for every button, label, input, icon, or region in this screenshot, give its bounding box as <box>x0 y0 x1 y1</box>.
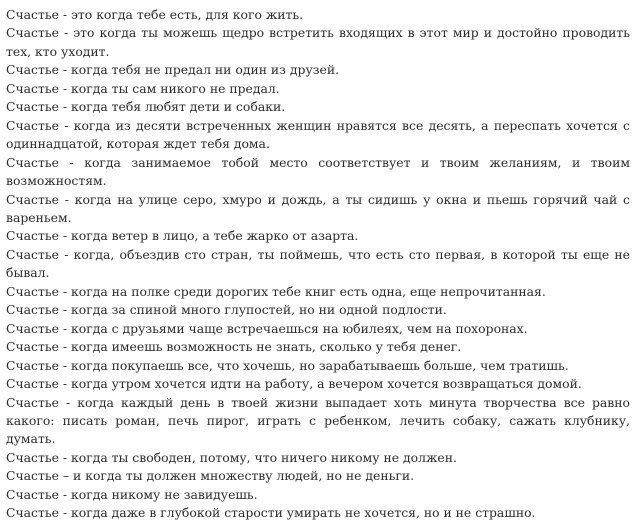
paragraph-5: Счастье - когда тебя любят дети и собаки. <box>6 99 286 115</box>
paragraph-8: Счастье - когда на улице серо, хмуро и дождь, а ты сидишь у окна и пьешь горячий чай с вареньем. <box>6 191 630 225</box>
paragraph-19: Счастье – и когда ты должен множеству людей, но не деньги. <box>6 468 415 484</box>
paragraph-4: Счастье - когда ты сам никого не предал. <box>6 80 280 96</box>
paragraph-9: Счастье - когда ветер в лицо, а тебе жарко от азарта. <box>6 228 359 244</box>
paragraph-12: Счастье - когда за спиной много глупостей, но ни одной подлости. <box>6 302 447 318</box>
document-text <box>6 6 630 523</box>
paragraph-7: Счастье - когда занимаемое тобой место соответствует и твоим желаниям, и твоим возможностям. <box>6 154 630 189</box>
paragraph-16: Счастье - когда утром хочется идти на работу, а вечером хочется возвращаться домой. <box>6 376 582 392</box>
paragraph-14: Счастье - когда имеешь возможность не знать, сколько у тебя денег. <box>6 339 462 355</box>
paragraph-21: Счастье - когда даже в глубокой старости умирать не хочется, но и не страшно. <box>6 505 536 521</box>
paragraph-17: Счастье - когда каждый день в твоей жизни выпадает хоть минута творчества все равно какого: писать роман, печь пирог, играть с ребенком, лечить собаку, сажать клубнику, думать. <box>6 394 630 447</box>
paragraph-2: Счастье - это когда ты можешь щедро встретить входящих в этот мир и достойно проводить тех, кто уходит. <box>6 25 630 59</box>
paragraph-6: Счастье - когда из десяти встреченных женщин нравятся все десять, а переспать хочется с одиннадцатой, которая ждет тебя дома. <box>6 117 630 152</box>
paragraph-20: Счастье - когда никому не завидуешь. <box>6 486 258 502</box>
paragraph-3: Счастье - когда тебя не предал ни один из друзей. <box>6 62 340 78</box>
paragraph-10: Счастье - когда, объездив сто стран, ты поймешь, что есть сто первая, в которой ты еще не бывал. <box>6 246 630 281</box>
paragraph-1: Счастье - это когда тебе есть, для кого жить. <box>6 7 304 22</box>
paragraph-13: Счастье - когда с друзьями чаще встречаешься на юбилеях, чем на похоронах. <box>6 320 528 336</box>
paragraph-11: Счастье - когда на полке среди дорогих тебе книг есть одна, еще непрочитанная. <box>6 283 546 299</box>
paragraph-18: Счастье - когда ты свободен, потому, что ничего никому не должен. <box>6 449 457 465</box>
paragraph-15: Счастье - когда покупаешь все, что хочешь, но зарабатываешь больше, чем тратишь. <box>6 357 569 373</box>
